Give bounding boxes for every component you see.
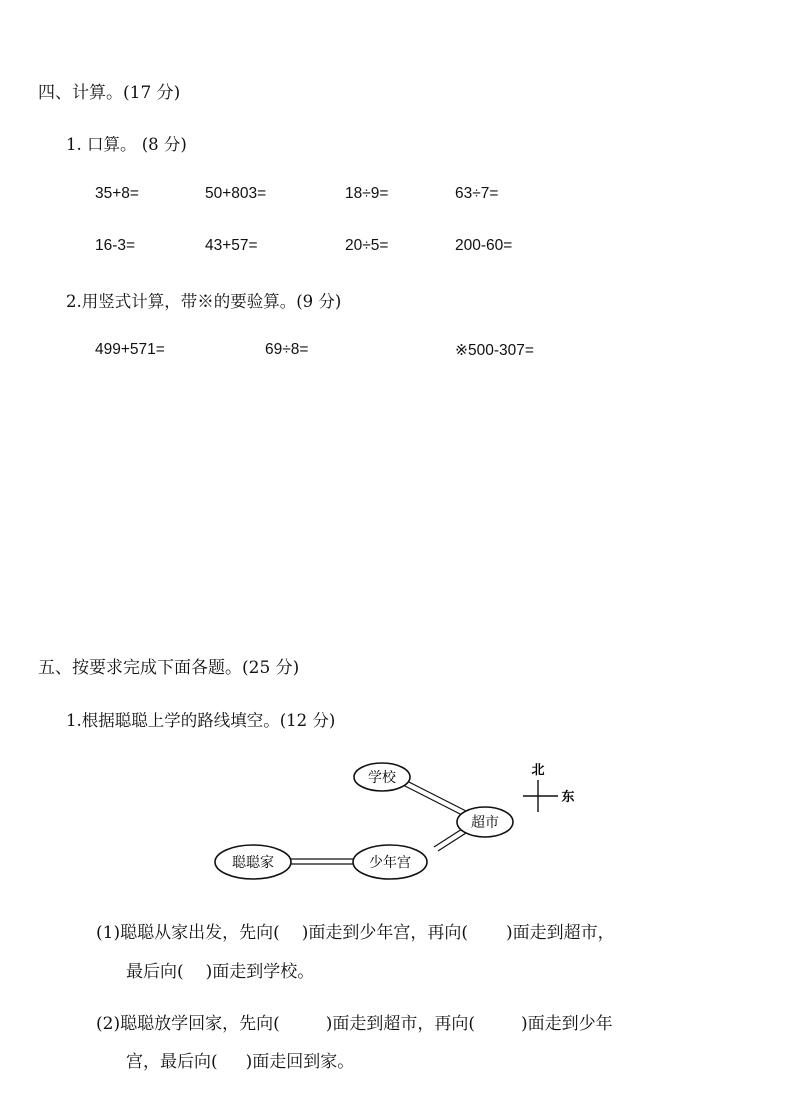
vertical-calc-item: 69÷8= (265, 341, 309, 358)
question-2-line-1 (96, 1009, 613, 1034)
vertical-calc-item: 499+571= (95, 341, 165, 358)
place-youth-palace (353, 845, 427, 879)
oral-calc-item: 43+57= (205, 237, 258, 254)
oral-calc-item: 16-3= (95, 237, 136, 254)
place-label: 聪聪家 (232, 855, 274, 871)
place-school (354, 763, 410, 791)
question-2-line-2 (126, 1047, 354, 1072)
question-text: )面走到超市， (505, 923, 615, 943)
question-text: 宫，最后向( (126, 1052, 218, 1072)
oral-calc-item: 63÷7= (455, 185, 499, 202)
oral-calc-item: 200-60= (455, 237, 513, 254)
place-label: 少年宫 (369, 855, 411, 871)
part-1-title: 1. 口算。 (8 分) (66, 135, 187, 154)
section-5-title: 五、按要求完成下面各题。(25 分) (38, 658, 300, 678)
compass-north-label: 北 (531, 763, 545, 778)
question-1-line-2 (126, 957, 314, 982)
compass-icon (523, 763, 575, 812)
compass-east-label: 东 (561, 790, 575, 805)
place-label: 学校 (368, 770, 396, 786)
oral-calc-item: 18÷9= (345, 185, 389, 202)
question-text: )面走到学校。 (205, 962, 315, 982)
question-text: (1)聪聪从家出发，先向( (96, 923, 280, 943)
route-map (200, 750, 600, 890)
oral-calc-item: 35+8= (95, 185, 139, 202)
place-supermarket (457, 807, 513, 837)
question-text: (2)聪聪放学回家，先向( (96, 1014, 280, 1034)
oral-calc-item: 50+803= (205, 185, 267, 202)
question-text: )面走到少年 (520, 1014, 613, 1034)
question-text: 最后向( (126, 962, 184, 982)
section-4-title: 四、计算。(17 分) (38, 83, 181, 103)
place-home (215, 845, 291, 879)
question-1-line-1 (96, 918, 615, 943)
vertical-calc-item: ※500-307= (455, 342, 534, 359)
oral-calc-item: 20÷5= (345, 237, 389, 254)
part-1-title: 1.根据聪聪上学的路线填空。(12 分) (66, 711, 336, 730)
question-text: )面走到少年宫，再向( (301, 923, 468, 943)
question-text: )面走到超市，再向( (325, 1014, 475, 1034)
place-label: 超市 (471, 815, 499, 831)
part-2-title: 2.用竖式计算，带※的要验算。(9 分) (66, 292, 342, 311)
question-text: )面走回到家。 (245, 1052, 355, 1072)
